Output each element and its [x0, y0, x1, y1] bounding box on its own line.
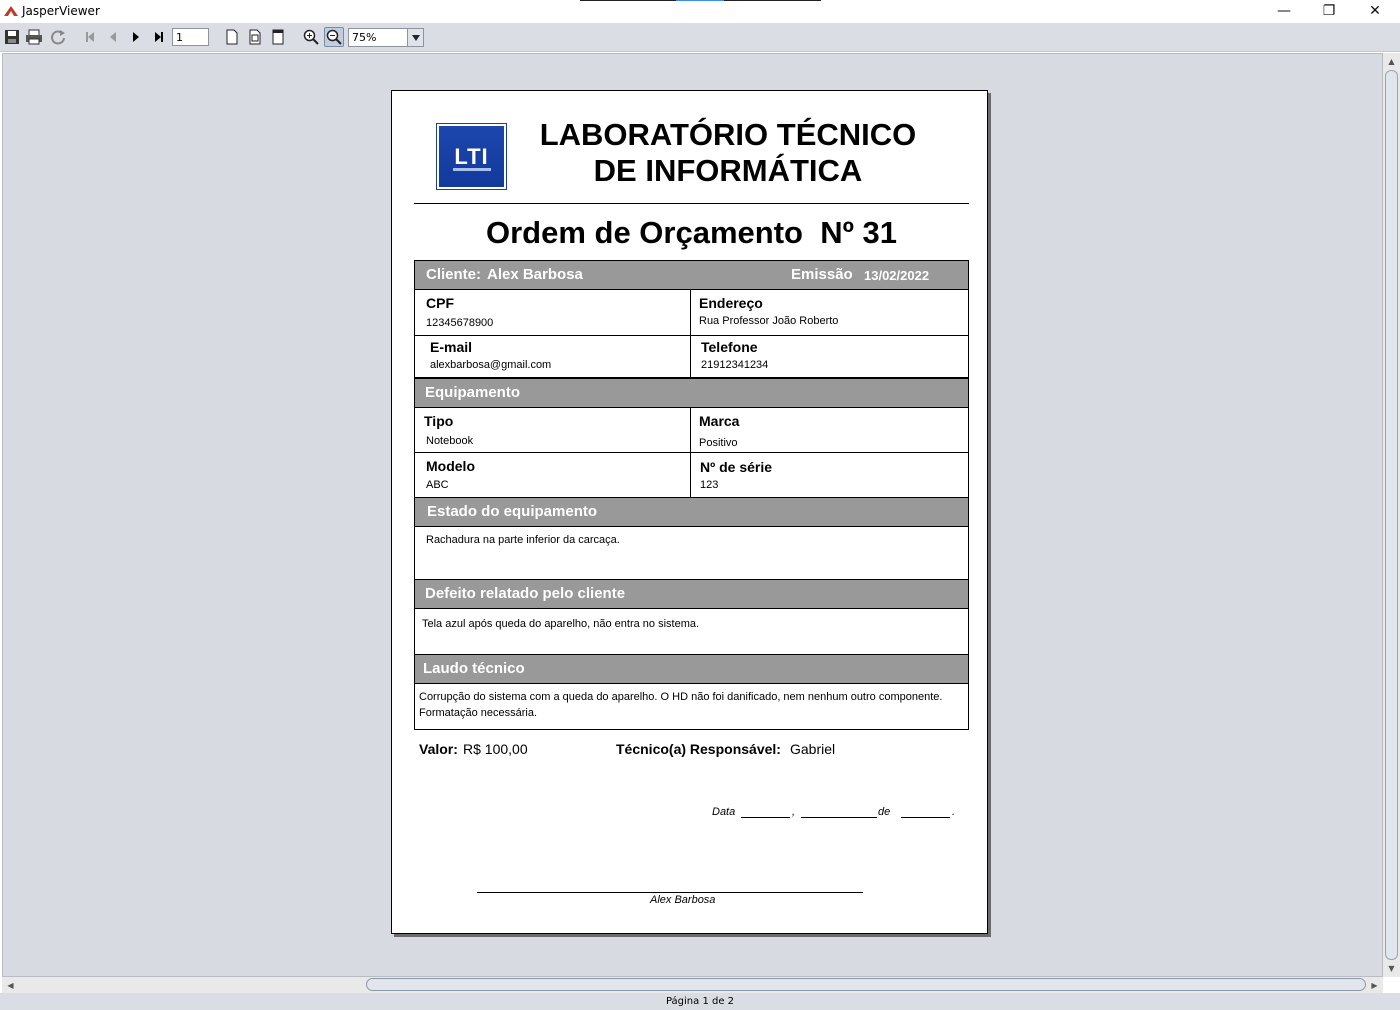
- horizontal-scroll-thumb[interactable]: [366, 978, 1366, 991]
- document-number: Nº 31: [820, 215, 898, 250]
- serial-cell: [690, 452, 969, 498]
- vertical-scroll-thumb[interactable]: [1385, 70, 1398, 960]
- date-dot: .: [952, 806, 956, 818]
- document-title-text: Ordem de Orçamento: [485, 215, 803, 250]
- lab-name-line2: DE INFORMÁTICA: [593, 153, 863, 188]
- first-page-icon: [83, 30, 97, 44]
- email-value: alexbarbosa@gmail.com: [430, 359, 552, 371]
- type-label: Tipo: [424, 413, 454, 429]
- defect-band-title: Defeito relatado pelo cliente: [425, 585, 626, 602]
- technician-value: Gabriel: [790, 741, 836, 757]
- state-value: Rachadura na parte inferior da carcaça.: [426, 534, 620, 546]
- chevron-down-icon[interactable]: [407, 29, 423, 46]
- emission-date: 13/02/2022: [864, 268, 930, 283]
- zoom-select[interactable]: [348, 28, 424, 47]
- technical-report-cell: [414, 683, 969, 730]
- lab-name-line1: LABORATÓRIO TÉCNICO: [539, 117, 917, 152]
- date-day-line: [741, 817, 790, 818]
- technician-label: Técnico(a) Responsável:: [616, 741, 781, 757]
- cpf-cell: [414, 289, 691, 336]
- client-band: [414, 260, 969, 290]
- zoom-out-icon: [326, 29, 342, 45]
- technical-report-value: Corrupção do sistema com a queda do aparelho. O HD não foi danificado, nem nenhum outro componente. Formatação necessária.: [419, 691, 943, 719]
- price-label: Valor:: [419, 741, 458, 757]
- horizontal-scrollbar[interactable]: [2, 977, 1383, 993]
- previous-page-icon: [106, 30, 120, 44]
- actual-size-button[interactable]: [222, 27, 242, 47]
- serial-label: Nº de série: [700, 459, 773, 475]
- address-value: Rua Professor João Roberto: [699, 315, 839, 327]
- equipment-band-title: Equipamento: [425, 384, 521, 401]
- defect-value: Tela azul após queda do aparelho, não entra no sistema.: [422, 618, 700, 630]
- vertical-scrollbar[interactable]: [1383, 53, 1400, 977]
- date-de: de: [878, 806, 891, 818]
- address-label: Endereço: [699, 295, 763, 311]
- date-comma: ,: [792, 806, 796, 818]
- print-icon: [25, 29, 43, 45]
- logo-text: LTI: [454, 143, 489, 169]
- phone-label: Telefone: [701, 339, 758, 355]
- last-page-icon: [152, 30, 166, 44]
- scroll-right-icon[interactable]: ▶: [1371, 980, 1378, 990]
- title-bar: [0, 0, 1400, 23]
- cpf-label: CPF: [426, 295, 454, 311]
- next-page-button[interactable]: [126, 27, 146, 47]
- address-cell: [690, 289, 969, 336]
- client-label: Cliente:: [426, 266, 482, 283]
- header-divider: [414, 203, 969, 204]
- save-icon: [4, 29, 20, 45]
- page-number-input[interactable]: [172, 28, 209, 46]
- brand-cell: [690, 407, 969, 453]
- defect-band: [414, 579, 969, 609]
- page-fit-icon: [248, 29, 262, 45]
- model-label: Modelo: [426, 458, 475, 474]
- state-cell: [414, 526, 969, 580]
- cpf-value: 12345678900: [426, 317, 494, 329]
- date-label: Data: [712, 806, 736, 818]
- equipment-band: [414, 378, 969, 408]
- email-cell: [414, 335, 691, 378]
- reload-button[interactable]: [48, 27, 68, 47]
- date-year-line: [901, 817, 950, 818]
- scroll-up-icon[interactable]: ▲: [1388, 57, 1395, 66]
- price-value: R$ 100,00: [463, 741, 528, 757]
- technical-report-band: [414, 654, 969, 684]
- zoom-out-button[interactable]: [324, 27, 344, 47]
- save-button[interactable]: [2, 27, 22, 47]
- status-bar: [0, 993, 1400, 1010]
- document-title: [414, 215, 969, 251]
- fit-page-button[interactable]: [245, 27, 265, 47]
- state-band: [414, 497, 969, 527]
- defect-cell: [414, 608, 969, 655]
- next-page-icon: [129, 30, 143, 44]
- zoom-in-button[interactable]: [301, 27, 321, 47]
- close-button[interactable]: ✕: [1369, 3, 1381, 19]
- print-button[interactable]: [24, 27, 44, 47]
- zoom-in-icon: [303, 29, 319, 45]
- page-info: Página 1 de 2: [665, 996, 735, 1007]
- restore-button[interactable]: ❐: [1322, 3, 1336, 19]
- signature-name: Alex Barbosa: [650, 894, 716, 906]
- reload-icon: [50, 29, 66, 45]
- toolbar: [0, 23, 1400, 52]
- first-page-button[interactable]: [80, 27, 100, 47]
- phone-value: 21912341234: [701, 359, 769, 371]
- brand-value: Positivo: [699, 437, 738, 449]
- fit-width-button[interactable]: [268, 27, 288, 47]
- scroll-down-icon[interactable]: ▼: [1388, 964, 1395, 973]
- serial-value: 123: [700, 479, 719, 491]
- model-value: ABC: [426, 479, 449, 491]
- model-cell: [414, 452, 691, 498]
- last-page-button[interactable]: [149, 27, 169, 47]
- window-title: JasperViewer: [22, 4, 100, 18]
- zoom-value: 75%: [352, 31, 377, 44]
- type-cell: [414, 407, 691, 453]
- page-actual-icon: [225, 29, 239, 45]
- report-page: [391, 90, 988, 934]
- page-width-icon: [271, 29, 285, 45]
- minimize-button[interactable]: —: [1277, 3, 1291, 19]
- phone-cell: [690, 335, 969, 378]
- scroll-left-icon[interactable]: ◀: [7, 980, 14, 990]
- signature-line: [477, 892, 863, 893]
- client-name: Alex Barbosa: [487, 266, 583, 283]
- technical-report-band-title: Laudo técnico: [423, 660, 525, 677]
- state-band-title: Estado do equipamento: [427, 503, 598, 520]
- lti-logo: [436, 123, 507, 190]
- lab-name: [520, 117, 936, 189]
- jasper-app-icon: [4, 6, 18, 16]
- brand-label: Marca: [699, 413, 740, 429]
- date-month-line: [801, 817, 877, 818]
- type-value: Notebook: [426, 435, 474, 447]
- previous-page-button[interactable]: [103, 27, 123, 47]
- title-accent: [580, 0, 821, 1]
- emission-label: Emissão: [791, 266, 853, 283]
- email-label: E-mail: [430, 339, 473, 355]
